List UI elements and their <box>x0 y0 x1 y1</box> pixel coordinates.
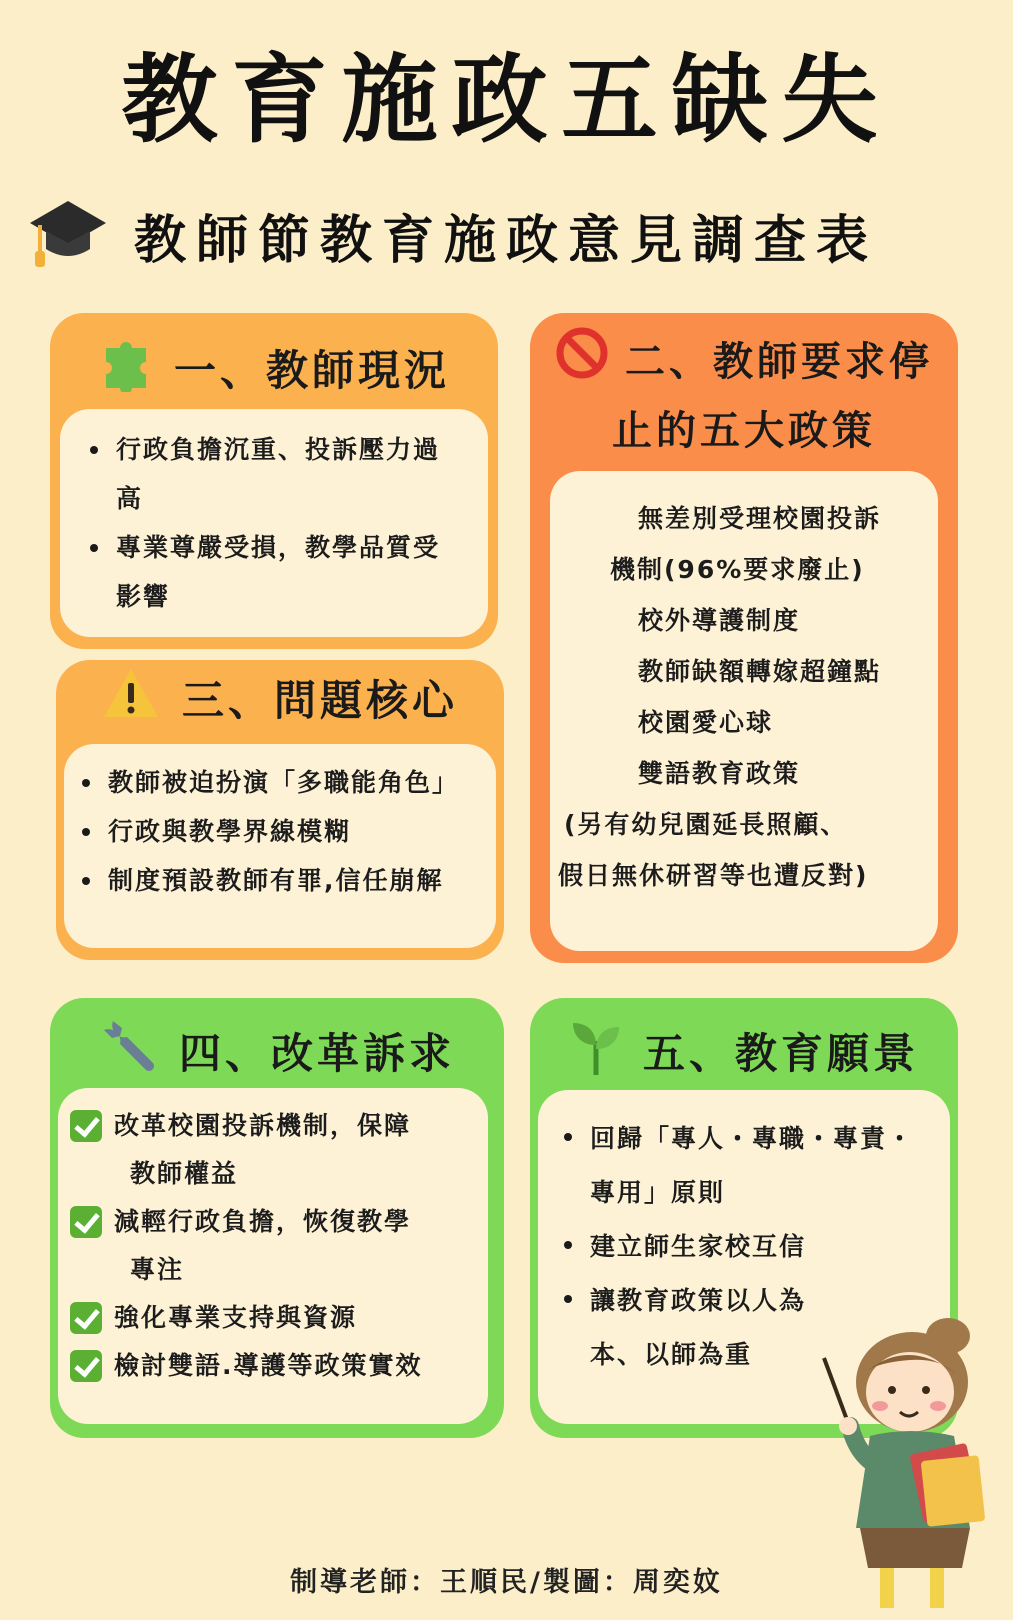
subtitle: 教師節教育施政意見調查表 <box>134 210 879 271</box>
main-title: 教育施政五缺失 <box>121 44 892 156</box>
list-item: 制度預設教師有罪,信任崩解 <box>78 856 482 905</box>
section-current-status <box>50 313 498 649</box>
no-entry-icon <box>555 326 609 390</box>
policy-line: 教師缺額轉嫁超鐘點 <box>638 657 882 686</box>
warning-icon <box>102 667 160 729</box>
sprout-icon <box>569 1015 623 1087</box>
section-core-problems <box>56 660 504 960</box>
list-item: 教師被迫扮演「多職能角色」 <box>78 758 482 807</box>
section4-heading: 四、改革訴求 <box>178 1029 455 1078</box>
list-item: 專業尊嚴受損，教學品質受影響 <box>86 523 462 621</box>
checkmark-icon <box>70 1110 102 1142</box>
section3-heading: 三、問題核心 <box>181 676 458 725</box>
policy-line: 校園愛心球 <box>638 708 774 737</box>
checkmark-icon <box>70 1206 102 1238</box>
graduation-cap-icon <box>28 193 108 277</box>
section5-heading: 五、教育願景 <box>642 1029 919 1078</box>
policy-line: 機制(96%要求廢止) <box>610 555 865 584</box>
policy-line: 雙語教育政策 <box>638 759 801 788</box>
puzzle-icon <box>98 334 156 402</box>
list-item: 行政與教學界線模糊 <box>78 807 482 856</box>
policy-line: 校外導護制度 <box>638 606 801 635</box>
list-item: 建立師生家校互信 <box>560 1220 934 1274</box>
list-item: 行政負擔沉重、投訴壓力過高 <box>86 425 462 523</box>
list-item: 減輕行政負擔，恢復教學 專注 <box>70 1198 478 1294</box>
list-item: 強化專業支持與資源 <box>70 1294 478 1342</box>
section2-heading-line1: 二、教師要求停 <box>625 338 933 385</box>
subtitle-row <box>28 190 988 280</box>
section1-body <box>60 409 488 637</box>
wrench-icon <box>99 1015 161 1087</box>
section3-body <box>64 744 496 948</box>
section2-heading-line2: 止的五大政策 <box>612 407 876 454</box>
list-item: 回歸「專人・專職・專責・專用」原則 <box>560 1112 934 1220</box>
section4-body <box>58 1088 488 1424</box>
checkmark-icon <box>70 1302 102 1334</box>
list-item: 改革校園投訴機制，保障 教師權益 <box>70 1102 478 1198</box>
policy-line: 無差別受理校園投訴 <box>638 504 882 533</box>
section2-body <box>550 471 938 951</box>
section1-heading: 一、教師現況 <box>173 346 450 395</box>
policy-note: 假日無休研習等也遭反對) <box>558 861 869 890</box>
list-item: 檢討雙語.導護等政策實效 <box>70 1342 478 1390</box>
section-reform-demands <box>50 998 504 1438</box>
policy-note: (另有幼兒園延長照顧、 <box>564 810 848 839</box>
section-policies-to-stop <box>530 313 958 963</box>
list-item: 讓教育政策以人為本、以師為重 <box>560 1274 934 1382</box>
checkmark-icon <box>70 1350 102 1382</box>
credit-line: 制導老師：王順民/製圖：周奕妏 <box>290 1567 723 1598</box>
